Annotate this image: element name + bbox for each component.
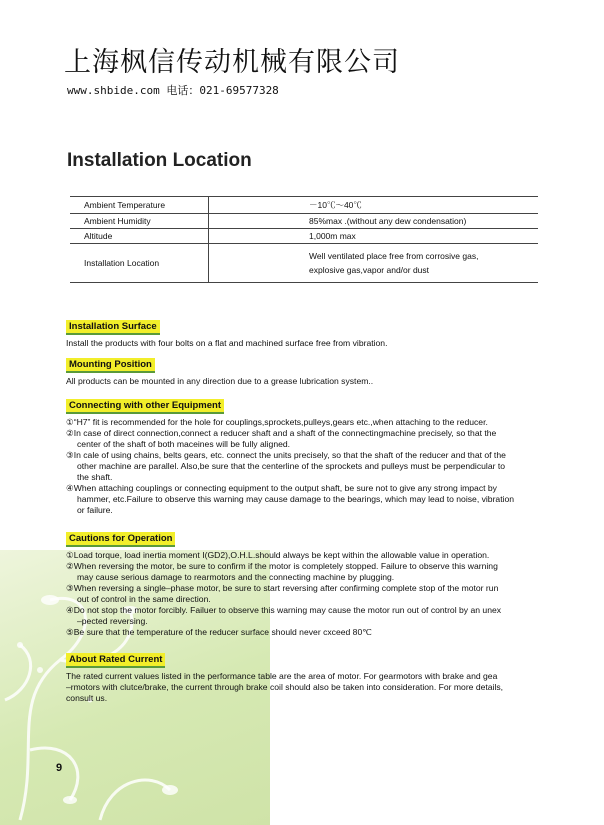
company-contact: www.shbide.com 电话：021-69577328 <box>67 84 279 97</box>
section-text: ②In case of direct connection,connect a reducer shaft and a shaft of the connectingmachine precisely, so that the <box>66 428 497 438</box>
section-text: ②When reversing the motor, be sure to confirm if the motor is completely stopped. Failure to observe this warning <box>66 561 498 571</box>
section-text: out of control in the same direction. <box>77 594 211 604</box>
section-heading: Connecting with other Equipment <box>66 399 224 414</box>
section-text: The rated current values listed in the performance table are the area of motor. For gearmotors with brake and gea <box>66 671 498 681</box>
section-text: hammer, etc.Failure to observe this warning may cause damage to the bearings, which may lead to noise, vibration <box>77 494 515 504</box>
section-text: may cause serious damage to rearmotors and the connecting machine by plugging. <box>77 572 395 582</box>
section-text: ⑤Be sure that the temperature of the reducer surface should never cxceed 80℃ <box>66 627 372 637</box>
section-mounting-position <box>66 358 566 387</box>
table-row <box>70 229 538 244</box>
section-heading: Mounting Position <box>66 358 155 373</box>
table-value: －10℃～40℃ <box>209 197 539 214</box>
section-text: other machine are parallel. Also,be sure that the centerline of the sprockets and pulleys must be perpendicular to <box>77 461 506 471</box>
section-text: center of the shaft of both maceines will be fully aligned. <box>77 439 291 449</box>
company-name: 上海枫信传动机械有限公司 <box>64 47 400 78</box>
table-key: Ambient Humidity <box>70 214 209 229</box>
section-connecting-equipment <box>66 399 566 516</box>
table-row <box>70 197 538 214</box>
page-number: 9 <box>56 762 63 774</box>
section-text: ③When reversing a single–phase motor, be sure to start reversing after confirming complete stop of the motor run <box>66 583 499 593</box>
table-value: 85%max .(without any dew condensation) <box>209 214 539 229</box>
section-text: the shaft. <box>77 472 113 482</box>
environment-table <box>70 196 538 283</box>
section-text: Install the products with four bolts on a flat and machined surface free from vibration. <box>66 338 388 348</box>
section-text: consult us. <box>66 693 108 703</box>
section-rated-current <box>66 653 566 704</box>
section-cautions-operation <box>66 532 566 638</box>
section-text: –rmotors with clutce/brake, the current through brake coil should also be taken into consideration. For more details, <box>66 682 504 692</box>
table-value <box>209 244 539 283</box>
section-text: ③In cale of using chains, belts gears, etc. connect the units precisely, so that the shaft of the reducer and that of the <box>66 450 506 460</box>
section-heading: Cautions for Operation <box>66 532 175 547</box>
section-text: ①“H7” fit is recommended for the hole for couplings,sprockets,pulleys,gears etc.,when attaching to the reducer. <box>66 417 488 427</box>
page-title: Installation Location <box>67 150 252 171</box>
section-text: –pected reversing. <box>77 616 148 626</box>
section-text: All products can be mounted in any direction due to a grease lubrication system.. <box>66 376 374 386</box>
table-key: Altitude <box>70 229 209 244</box>
table-value-line: explosive gas,vapor and/or dust <box>309 265 430 275</box>
table-key: Installation Location <box>70 244 209 283</box>
section-installation-surface <box>66 320 566 349</box>
table-value: 1,000m max <box>209 229 539 244</box>
table-key: Ambient Temperature <box>70 197 209 214</box>
section-heading: Installation Surface <box>66 320 160 335</box>
table-value-line: Well ventilated place free from corrosive gas, <box>309 251 479 261</box>
section-text: ④When attaching couplings or connecting equipment to the output shaft, be sure not to give any strong impact by <box>66 483 497 493</box>
section-text: ①Load torque, load inertia moment I(GD2),O.H.L.should always be kept within the allowable value in operation. <box>66 550 490 560</box>
table-row <box>70 244 538 283</box>
section-text: ④Do not stop the motor forcibly. Failuer to observe this warning may cause the motor run out of control by an unex <box>66 605 502 615</box>
section-heading: About Rated Current <box>66 653 165 668</box>
section-text: or failure. <box>77 505 113 515</box>
table-row <box>70 214 538 229</box>
